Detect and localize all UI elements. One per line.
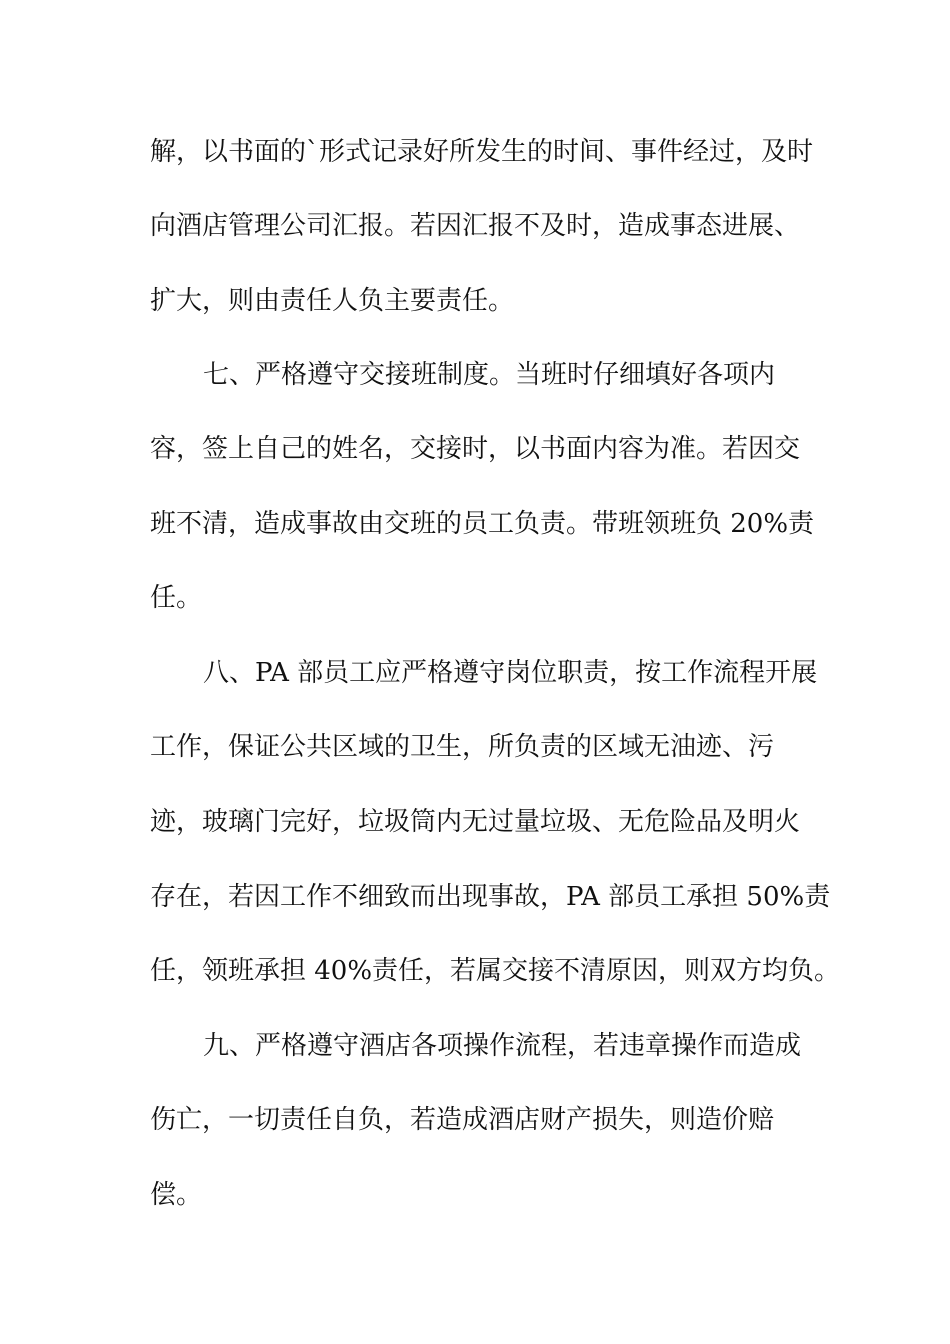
paragraph-line: 解，以书面的`形式记录好所发生的时间、事件经过，及时: [150, 137, 814, 167]
paragraph-line: 迹，玻璃门完好，垃圾筒内无过量垃圾、无危险品及明火: [150, 807, 801, 837]
paragraph-line: 向酒店管理公司汇报。若因汇报不及时，造成事态进展、: [150, 211, 801, 241]
paragraph-line: 班不清，造成事故由交班的员工负责。带班领班负 20%责: [150, 509, 815, 539]
section-9-first-line: 九、严格遵守酒店各项操作流程，若违章操作而造成: [203, 1031, 802, 1061]
section-8-first-line: 八、PA 部员工应严格遵守岗位职责，按工作流程开展: [203, 658, 818, 688]
paragraph-line: 任，领班承担 40%责任，若属交接不清原因，则双方均负。: [150, 956, 841, 986]
paragraph-line: 存在，若因工作不细致而出现事故，PA 部员工承担 50%责: [150, 882, 831, 912]
paragraph-line: 偿。: [150, 1180, 203, 1210]
paragraph-line: 伤亡，一切责任自负，若造成酒店财产损失，则造价赔: [150, 1105, 775, 1135]
paragraph-line: 扩大，则由责任人负主要责任。: [150, 286, 515, 316]
paragraph-line: 工作，保证公共区域的卫生，所负责的区域无油迹、污: [150, 732, 775, 762]
paragraph-line: 容，签上自己的姓名，交接时，以书面内容为准。若因交: [150, 434, 801, 464]
paragraph-line: 任。: [150, 583, 203, 613]
section-7-first-line: 七、严格遵守交接班制度。当班时仔细填好各项内: [203, 360, 776, 390]
